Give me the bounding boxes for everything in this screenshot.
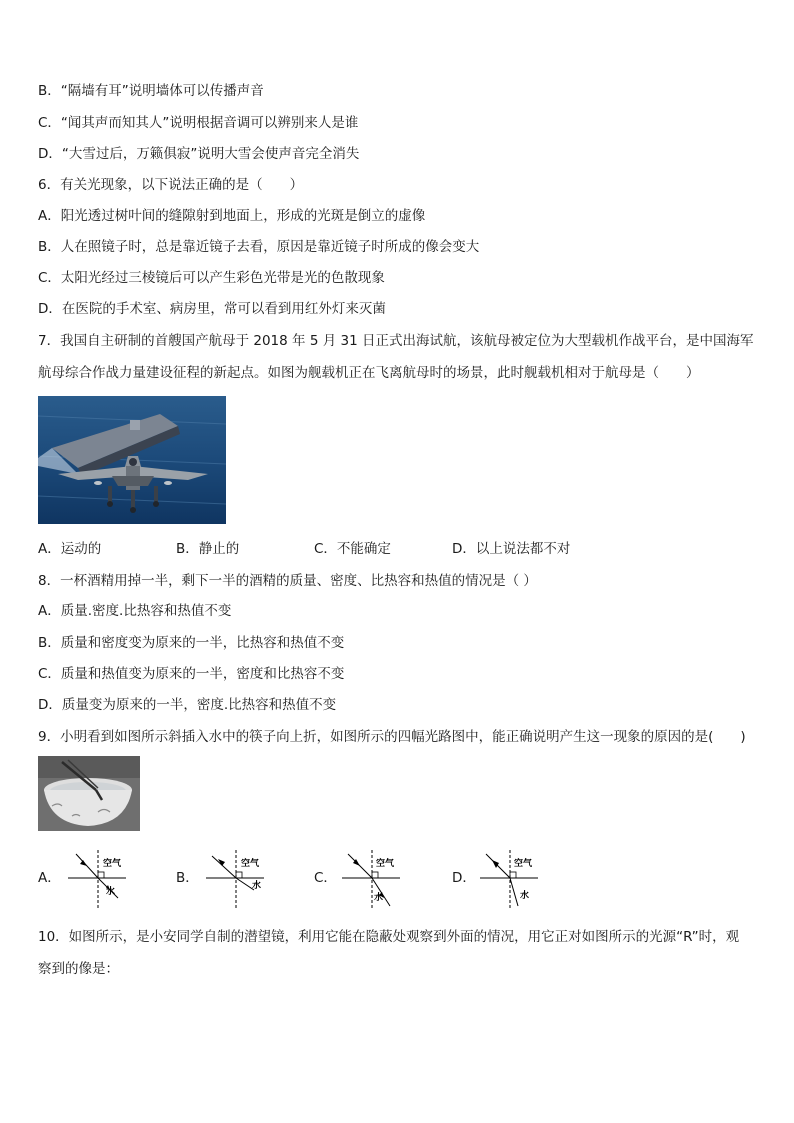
q10-stem-line1: 10．如图所示，是小安同学自制的潜望镜，利用它能在隐蔽处观察到外面的情况，用它正对如图所示的光源“R”时，观 bbox=[38, 929, 740, 945]
water-label: 水 bbox=[374, 893, 384, 903]
air-label: 空气 bbox=[376, 859, 395, 869]
light-path-diagram-d bbox=[478, 848, 548, 910]
light-path-diagram-a bbox=[66, 848, 136, 910]
q5-option-b: B．“隔墙有耳”说明墙体可以传播声音 bbox=[38, 83, 264, 99]
q7-option-d: D．以上说法都不对 bbox=[452, 541, 571, 557]
q7-stem-line1: 7．我国自主研制的首艘国产航母于 2018 年 5 月 31 日正式出海试航，该航母被定位为大型载机作战平台，是中国海军 bbox=[38, 333, 754, 349]
q8-option-a: A．质量.密度.比热容和热值不变 bbox=[38, 603, 232, 619]
carrier-jet-photo bbox=[38, 396, 226, 524]
light-path-diagram-c bbox=[340, 848, 410, 910]
light-path-diagram-b bbox=[204, 848, 274, 910]
q6-stem: 6．有关光现象，以下说法正确的是（ ） bbox=[38, 177, 304, 193]
q5-option-d: D．“大雪过后，万籁俱寂”说明大雪会使声音完全消失 bbox=[38, 146, 360, 162]
q7-option-b: B．静止的 bbox=[176, 541, 240, 557]
chopstick-bowl-photo bbox=[38, 756, 140, 831]
q8-option-b: B．质量和密度变为原来的一半，比热容和热值不变 bbox=[38, 635, 345, 651]
q6-option-d: D．在医院的手术室、病房里，常可以看到用红外灯来灭菌 bbox=[38, 301, 386, 317]
q10-stem-line2: 察到的像是： bbox=[38, 961, 119, 977]
q5-option-c: C．“闻其声而知其人”说明根据音调可以辨别来人是谁 bbox=[38, 115, 359, 131]
q9-option-b-label: B． bbox=[176, 870, 199, 886]
air-label: 空气 bbox=[241, 859, 260, 869]
water-label: 水 bbox=[106, 887, 116, 897]
q9-stem: 9．小明看到如图所示斜插入水中的筷子向上折，如图所示的四幅光路图中，能正确说明产生这一现象的原因的是( ) bbox=[38, 729, 746, 745]
water-label: 水 bbox=[252, 881, 262, 891]
air-label: 空气 bbox=[103, 859, 122, 869]
water-label: 水 bbox=[520, 891, 530, 901]
q9-option-c-label: C． bbox=[314, 870, 337, 886]
air-label: 空气 bbox=[514, 859, 533, 869]
q6-option-a: A．阳光透过树叶间的缝隙射到地面上，形成的光斑是倒立的虚像 bbox=[38, 208, 426, 224]
q6-option-b: B．人在照镜子时，总是靠近镜子去看，原因是靠近镜子时所成的像会变大 bbox=[38, 239, 480, 255]
q8-option-c: C．质量和热值变为原来的一半，密度和比热容不变 bbox=[38, 666, 345, 682]
q7-option-a: A．运动的 bbox=[38, 541, 102, 557]
q9-option-d-label: D． bbox=[452, 870, 476, 886]
q8-option-d: D．质量变为原来的一半，密度.比热容和热值不变 bbox=[38, 697, 337, 713]
q7-stem-line2: 航母综合作战力量建设征程的新起点。如图为舰载机正在飞离航母时的场景，此时舰载机相对于航母是（ ） bbox=[38, 365, 700, 381]
q9-option-a-label: A． bbox=[38, 870, 61, 886]
q8-stem: 8．一杯酒精用掉一半，剩下一半的酒精的质量、密度、比热容和热值的情况是（ ） bbox=[38, 573, 537, 589]
q6-option-c: C．太阳光经过三棱镜后可以产生彩色光带是光的色散现象 bbox=[38, 270, 385, 286]
q7-option-c: C．不能确定 bbox=[314, 541, 391, 557]
